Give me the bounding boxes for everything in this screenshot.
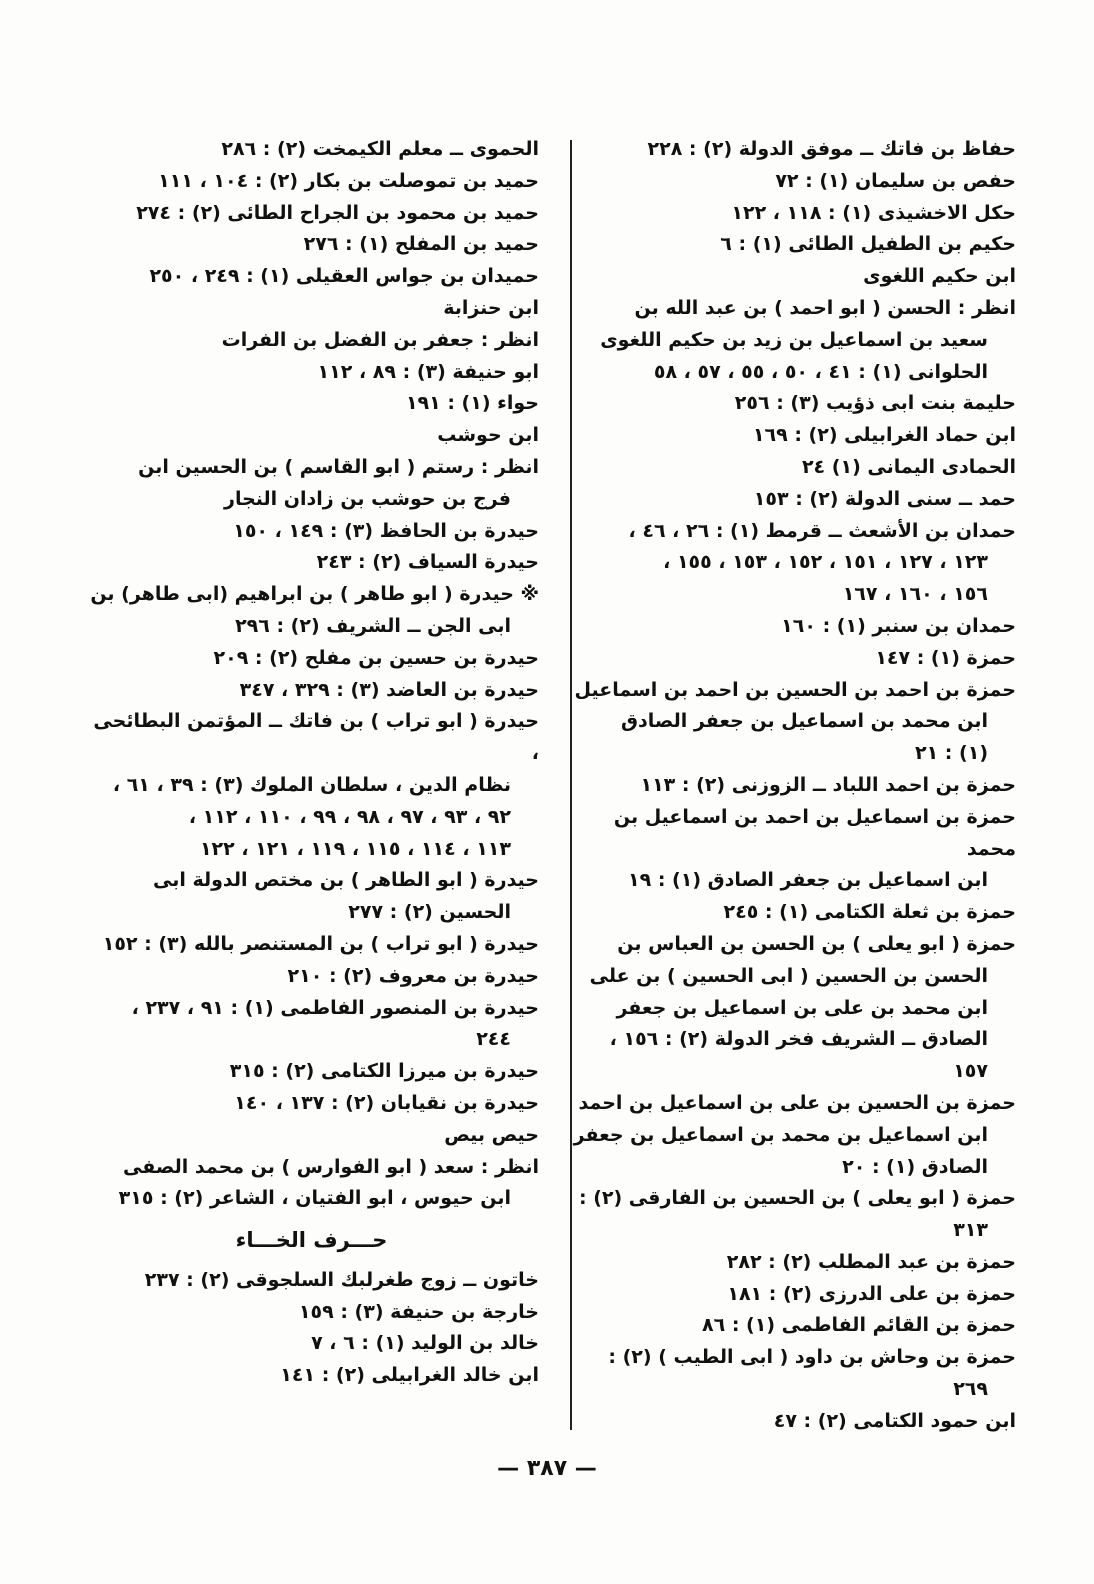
entry-headword-line: حميد بن تموصلت بن بكار (٢) : ١٠٤ ، ١١١: [158, 169, 539, 192]
index-entry: [561, 198, 1016, 230]
index-entry: [84, 357, 539, 389]
index-entry: [84, 1152, 539, 1216]
entry-headword-line: حمدان بن الأشعث ــ قرمط (١) : ٢٦ ، ٤٦ ،: [628, 519, 1016, 542]
entry-continuation-line: ٩٢ ، ٩٣ ، ٩٧ ، ٩٨ ، ٩٩ ، ١١٠ ، ١١٢ ،: [188, 805, 511, 828]
entry-continuation-line: نظام الدين ، سلطان الملوك (٣) : ٣٩ ، ٦١ ،: [112, 773, 511, 796]
index-entry: [561, 770, 1016, 802]
entry-headword-line: خارجة بن حنيفة (٣) : ١٥٩: [298, 1300, 539, 1323]
entry-continuation-line: الصادق (١) : ٢٠: [842, 1155, 988, 1178]
index-entry: [561, 166, 1016, 198]
entry-headword-line: حفاظ بن فاتك ــ موفق الدولة (٢) : ٢٢٨: [647, 138, 1016, 160]
index-entry: [84, 166, 539, 198]
entry-continuation-line: ٢٤٤: [476, 1028, 511, 1051]
entry-headword-line: ابن حماد الغرابيلى (٢) : ١٦٩: [752, 424, 1016, 447]
entry-headword-line: انظر : الحسن ( ابو احمد ) بن عبد الله بن: [634, 296, 1016, 319]
index-entry: [84, 198, 539, 230]
entry-headword-line: حيدرة بن معروف (٢) : ٢١٠: [287, 964, 539, 987]
entry-headword-line: حيدرة بن العاضد (٣) : ٣٢٩ ، ٣٤٧: [239, 678, 539, 701]
index-entry: [84, 675, 539, 707]
index-entry: [561, 1406, 1016, 1438]
entry-headword-line: حمزة بن الحسين بن على بن اسماعيل بن احمد: [578, 1091, 1016, 1114]
entry-headword-line: حمزة بن القائم الفاطمى (١) : ٨٦: [702, 1314, 1016, 1337]
index-entry: [561, 229, 1016, 261]
section-heading-kha: حـــرف الخـــاء: [235, 1228, 388, 1253]
entry-headword-line: الحموى ــ معلم الكيمخت (٢) : ٢٨٦: [221, 138, 539, 160]
entry-headword-line: ابن حنزابة: [443, 296, 539, 319]
index-entry: [84, 325, 539, 357]
index-entry: [84, 1088, 539, 1120]
index-entry: [561, 420, 1016, 452]
index-entry: [561, 675, 1016, 770]
index-entry: [84, 1297, 539, 1329]
entry-headword-line: حيدرة بن نقيابان (٢) : ١٣٧ ، ١٤٠: [234, 1091, 539, 1114]
index-entry: [84, 547, 539, 579]
entry-continuation-line: ١٢٣ ، ١٢٧ ، ١٥١ ، ١٥٢ ، ١٥٣ ، ١٥٥ ،: [663, 551, 988, 574]
entry-headword-line: خالد بن الوليد (١) : ٦ ، ٧: [311, 1332, 539, 1355]
entry-headword-line: حيدرة السياف (٢) : ٢٤٣: [316, 551, 539, 574]
entry-headword-line: حليمة بنت ابى ذؤيب (٣) : ٢٥٦: [734, 392, 1016, 415]
entry-headword-line: خاتون ــ زوج طغرلبك السلجوقى (٢) : ٢٣٧: [144, 1268, 539, 1291]
entry-headword-line: حيدرة ( ابو تراب ) بن فاتك ــ المؤتمن البطائحى ،: [93, 710, 539, 765]
entry-headword-line: حيص بيص: [444, 1123, 539, 1146]
entry-headword-line: حكل الاخشيذى (١) : ١١٨ ، ١٢٢: [731, 201, 1016, 224]
entry-headword-line: حمزة (١) : ١٤٧: [875, 646, 1016, 669]
index-entries-ha: [84, 134, 539, 1215]
entry-continuation-line: ابن حيوس ، ابو الفتيان ، الشاعر (٢) : ٣١٥: [118, 1187, 511, 1210]
index-entry: [561, 1247, 1016, 1279]
index-entry: [84, 134, 539, 166]
entry-headword-line: ابن حمود الكتامى (٢) : ٤٧: [773, 1409, 1016, 1432]
index-entry: [561, 643, 1016, 675]
index-entry: [561, 1310, 1016, 1342]
index-entry: [561, 261, 1016, 293]
entry-headword-line: حمزة ( ابو يعلى ) بن الحسن بن العباس بن: [617, 932, 1016, 955]
index-entries-kha: [84, 1265, 539, 1392]
entry-headword-line: حمد ــ سنى الدولة (٢) : ١٥٣: [753, 487, 1016, 510]
entry-headword-line: ابن حكيم اللغوى: [863, 265, 1016, 288]
index-entry: [84, 261, 539, 293]
index-entry: [84, 706, 539, 865]
index-entry: [84, 1120, 539, 1152]
index-entry: [561, 516, 1016, 611]
entry-continuation-line: (١) : ٢١: [914, 742, 988, 765]
index-entry: [561, 611, 1016, 643]
index-entry: [84, 1056, 539, 1088]
entry-continuation-line: ١٥٧: [953, 1060, 988, 1083]
entry-headword-line: ابن حوشب: [437, 424, 539, 447]
entry-headword-line: ابو حنيفة (٣) : ٨٩ ، ١١٢: [317, 360, 539, 383]
index-entry: [561, 929, 1016, 1088]
entry-headword-line: ※ حيدرة ( ابو طاهر ) بن ابراهيم (ابى طاهر) بن: [90, 583, 539, 606]
entry-continuation-line: فرج بن حوشب بن زادان النجار: [224, 487, 511, 510]
index-entry: [561, 134, 1016, 166]
index-entry: [84, 1360, 539, 1392]
column-divider: [570, 140, 572, 1430]
entry-continuation-line: ١١٣ ، ١١٤ ، ١١٥ ، ١١٩ ، ١٢١ ، ١٢٢: [199, 837, 511, 860]
index-entry: [561, 1342, 1016, 1406]
index-entry: [84, 643, 539, 675]
index-entry: [561, 1183, 1016, 1247]
index-entry: [84, 229, 539, 261]
entry-headword-line: حيدرة ( ابو الطاهر ) بن مختص الدولة ابى: [152, 869, 539, 892]
entry-headword-line: حيدرة ( ابو تراب ) بن المستنصر بالله (٣) : ١٥٢: [102, 932, 539, 955]
entry-headword-line: حيدرة بن ميرزا الكتامى (٢) : ٣١٥: [229, 1060, 539, 1083]
entry-headword-line: ابن خالد الغرابيلى (٢) : ١٤١: [280, 1364, 539, 1387]
entry-headword-line: حيدرة بن الحافظ (٣) : ١٤٩ ، ١٥٠: [233, 519, 539, 542]
index-entry: [84, 865, 539, 929]
entry-continuation-line: ابن محمد بن اسماعيل بن جعفر الصادق: [621, 710, 988, 733]
entry-headword-line: حميد بن محمود بن الجراح الطائى (٢) : ٢٧٤: [136, 201, 539, 224]
index-entry: [84, 993, 539, 1057]
entry-headword-line: انظر : سعد ( ابو الفوارس ) بن محمد الصفى: [123, 1155, 539, 1178]
entry-headword-line: حفص بن سليمان (١) : ٧٢: [775, 169, 1016, 192]
entry-continuation-line: ٢٦٩: [953, 1378, 988, 1401]
index-entry: [84, 293, 539, 325]
index-entry: [84, 452, 539, 516]
entry-continuation-line: الحسن بن الحسين ( ابى الحسين ) بن على: [589, 964, 988, 987]
page-number: — ٣٨٧ —: [497, 1456, 597, 1481]
index-column-left: [84, 134, 539, 1392]
entry-headword-line: حمزة بن احمد اللباد ــ الزوزنى (٢) : ١١٣: [640, 773, 1016, 796]
index-column-right: [561, 134, 1016, 1438]
entry-headword-line: حمدان بن سنبر (١) : ١٦٠: [781, 614, 1016, 637]
entry-headword-line: حمزة ( ابو يعلى ) بن الحسين بن الفارقى (٢) :: [578, 1187, 1016, 1210]
index-entry: [84, 420, 539, 452]
index-entry: [561, 802, 1016, 897]
index-entry: [84, 961, 539, 993]
index-entry: [561, 1279, 1016, 1311]
entry-continuation-line: ابن اسماعيل بن محمد بن اسماعيل بن جعفر: [573, 1123, 988, 1146]
index-entry: [84, 1265, 539, 1297]
index-entry: [561, 293, 1016, 388]
index-entry: [561, 897, 1016, 929]
index-entry: [561, 1088, 1016, 1183]
entry-continuation-line: ابى الجن ــ الشريف (٢) : ٢٩٦: [235, 614, 511, 637]
entry-headword-line: الحمادى اليمانى (١) ٢٤: [801, 455, 1016, 478]
entry-continuation-line: الحسين (٢) : ٢٧٧: [348, 901, 511, 924]
entry-headword-line: حيدرة بن حسين بن مفلح (٢) : ٢٠٩: [213, 646, 539, 669]
entry-headword-line: انظر : جعفر بن الفضل بن الفرات: [221, 328, 539, 351]
entry-continuation-line: سعيد بن اسماعيل بن زيد بن حكيم اللغوى: [600, 328, 988, 351]
entry-headword-line: حميد بن المفلح (١) : ٢٧٦: [303, 233, 539, 256]
entry-headword-line: حمزة بن احمد بن الحسين بن احمد بن اسماعيل: [574, 678, 1016, 701]
entry-continuation-line: ابن اسماعيل بن جعفر الصادق (١) : ١٩: [628, 869, 988, 892]
entry-continuation-line: الحلوانى (١) : ٤١ ، ٥٠ ، ٥٥ ، ٥٧ ، ٥٨: [653, 360, 988, 383]
index-entry: [561, 452, 1016, 484]
entry-continuation-line: ٣١٣: [953, 1219, 988, 1242]
entry-headword-line: حواء (١) : ١٩١: [405, 392, 539, 415]
entry-headword-line: حمزة بن على الدرزى (٢) : ١٨١: [727, 1282, 1016, 1305]
entry-headword-line: حميدان بن جواس العقيلى (١) : ٢٤٩ ، ٢٥٠: [149, 265, 539, 288]
entry-continuation-line: الصادق ــ الشريف فخر الدولة (٢) : ١٥٦ ،: [609, 1028, 988, 1051]
index-entry: [561, 388, 1016, 420]
entry-headword-line: حكيم بن الطفيل الطائى (١) : ٦: [720, 233, 1016, 256]
index-entry: [84, 929, 539, 961]
entry-headword-line: انظر : رستم ( ابو القاسم ) بن الحسين ابن: [138, 455, 539, 478]
entry-headword-line: حيدرة بن المنصور الفاطمى (١) : ٩١ ، ٢٣٧ ،: [131, 996, 539, 1019]
entry-continuation-line: ابن محمد بن على بن اسماعيل بن جعفر: [616, 996, 988, 1019]
entry-continuation-line: ١٥٦ ، ١٦٠ ، ١٦٧: [842, 583, 988, 606]
entry-headword-line: حمزة بن وحاش بن داود ( ابى الطيب ) (٢) :: [608, 1346, 1016, 1369]
index-entry: [84, 516, 539, 548]
index-entry: [84, 388, 539, 420]
index-entry: [84, 579, 539, 643]
entry-headword-line: حمزة بن عبد المطلب (٢) : ٢٨٢: [726, 1250, 1016, 1273]
entry-headword-line: حمزة بن ثعلة الكتامى (١) : ٢٤٥: [723, 901, 1016, 924]
index-entry: [561, 484, 1016, 516]
index-entry: [84, 1328, 539, 1360]
entry-headword-line: حمزة بن اسماعيل بن احمد بن اسماعيل بن محمد: [613, 805, 1016, 860]
